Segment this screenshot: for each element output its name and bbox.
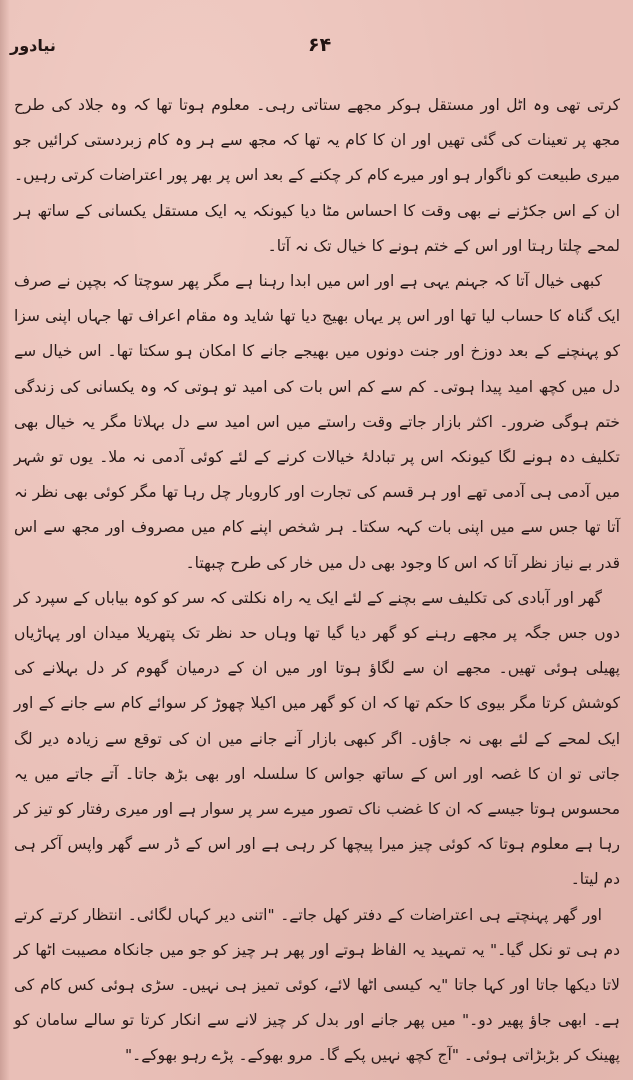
- page-number: ۶۴: [308, 34, 332, 56]
- paragraph: اور گھر پہنچتے ہی اعتراضات کے دفتر کھل جاتے۔ "اتنی دیر کہاں لگائی۔ انتظار کرتے کرتے دم ہی تو نکل گیا۔" یہ تمہید یہ الفاظ ہوتے اور پھر ہر چیز کو جو میں جانکاہ مصیبت اٹھا کر لاتا دیکھا جاتا اور کہا جاتا "یہ کیسی اٹھا لائے، کوئی تمیز ہی نہیں۔ سڑی ہوئی کس کام کی ہے۔ ابھی جاؤ پھیر دو۔" میں پھر جانے اور بدل کر چیز لانے سے انکار کرتا تو سالے سامان کو پھینک کر بڑبڑاتی ہوئی۔ "آج کچھ نہیں پکے گا۔ مرو بھوکے۔ پڑے رہو بھوکے۔": [14, 905, 620, 1065]
- body-text: [14, 88, 620, 1074]
- page-header: [0, 34, 633, 64]
- page-edge-shadow: [0, 0, 10, 1080]
- paragraph: کرتی تھی وہ اٹل اور مستقل ہوکر مجھے ستاتی رہی۔ معلوم ہوتا تھا کہ وہ جلاد کی طرح مجھ پر تعینات کی گئی تھیں اور ان کا کام یہ تھا کہ مجھ سے ہر وہ کام زبردستی کرائیں جو میری طبیعت کو ناگوار ہو اور میرے کام کر چکنے کے بعد اس پر بھر پور اعتراضات کرتی رہیں۔ ان کے اس جکڑنے نے بھی وقت کا احساس مٹا دیا کیونکہ یہ ایک مستقل یکسانی کے ساتھ ہر لمحے چلتا رہتا اور اس کے ختم ہونے کا خیال تک نہ آتا۔: [13, 96, 620, 255]
- paragraph: گھر اور آبادی کی تکلیف سے بچنے کے لئے ایک یہ راہ نکلتی کہ سر کو کوہ بیاباں کے سپرد کر دوں جس جگہ پر مجھے رہنے کو گھر دیا گیا تھا وہاں حد نظر تک پتھریلا میدان اور پہاڑیاں پھیلی ہوئی تھیں۔ مجھے ان سے لگاؤ ہوتا اور میں ان کے درمیان گھوم کر دل بہلانے کی کوشش کرتا مگر بیوی کا حکم تھا کہ ان کو گھر میں اکیلا چھوڑ کر سوائے کام سے جانے کے اور ایک لمحے کے لئے بھی نہ جاؤں۔ اگر کبھی بازار آنے جانے میں ان کی توقع سے زیادہ دیر لگ جاتی تو ان کا غصہ اور اس کے ساتھ جواس کا سلسلہ اور بھی بڑھ جاتا۔ آتے جاتے میں یہ محسوس ہوتا جیسے کہ ان کا غضب ناک تصور میرے سر پر سوار ہے اور میری رفتار کو تیز کر رہا ہے معلوم ہوتا کہ کوئی چیز میرا پیچھا کر رہی ہے اور اس کے ڈر سے گھر واپس آکر ہی دم لیتا۔: [14, 588, 620, 889]
- paragraph: کبھی خیال آتا کہ جہنم یہی ہے اور اس میں ابدا رہنا ہے مگر پھر سوچتا کہ بچپن نے صرف ایک گناہ کا حساب لیا تھا اور اس پر یہاں بھیج دیا تھا شاید وہ مقام اعراف تھا جہاں اپنی سزا کو پہنچنے کے بعد دوزخ اور جنت دونوں میں بھیجے جانے کا امکان ہو سکتا تھا۔ اس خیال سے دل میں کچھ امید پیدا ہوتی۔ کم سے کم اس بات کی امید تو ہوتی کہ وہ یکسانی کی زندگی ختم ہوگی ضرور۔ اکثر بازار جاتے وقت راستے میں اس امید سے دل بہلاتا مگر یہ خیال بھی تکلیف دہ ہونے لگا کیونکہ اس پر تبادلۂ خیالات کرنے کے لئے کوئی آدمی نہ ملا۔ یوں تو شہر میں آدمی ہی آدمی تھے اور ہر قسم کی تجارت اور کاروبار چل رہا تھا مگر کوئی بھی نظر نہ آتا تھا جس سے میں اپنی بات کہہ سکتا۔ ہر شخص اپنے کام میں مصروف اور مجھ سے اس قدر بے نیاز نظر آتا کہ اس کا وجود بھی دل میں خار کی طرح چبھتا۔: [14, 272, 620, 572]
- running-head: نیادور: [10, 36, 56, 55]
